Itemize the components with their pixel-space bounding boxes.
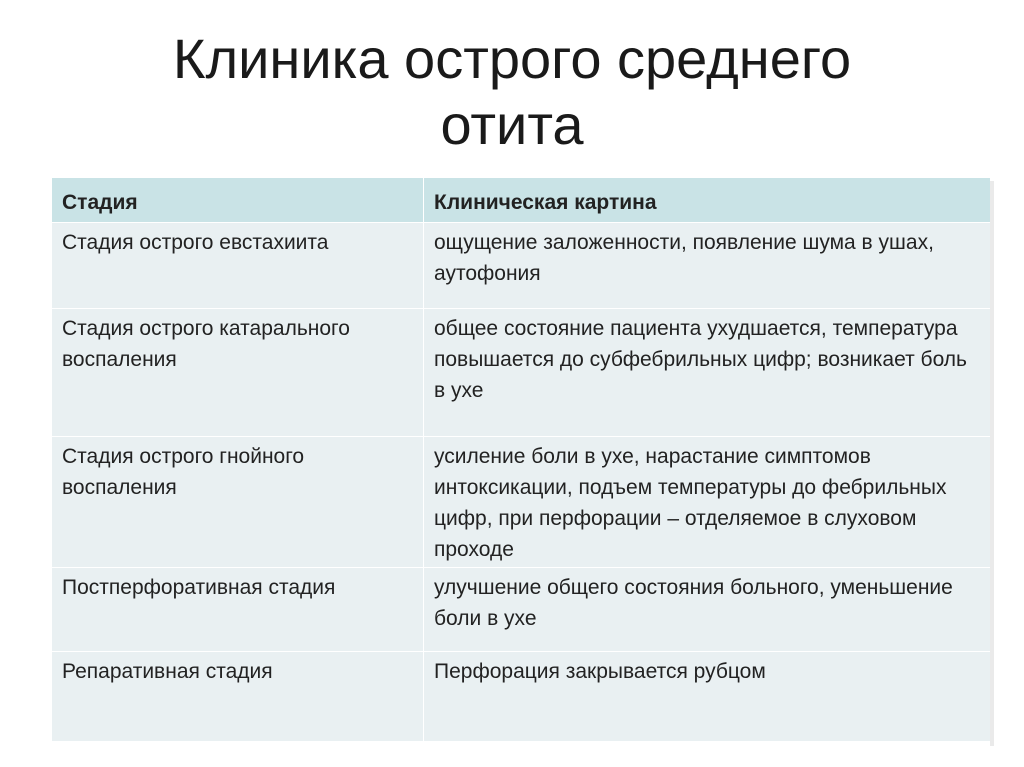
slide-title-line-1: Клиника острого среднего — [172, 27, 852, 90]
table-shadow — [990, 181, 994, 746]
header-clinical-picture: Клиническая картина — [424, 178, 991, 223]
table-row — [52, 309, 991, 437]
table-row — [52, 568, 991, 652]
header-stage: Стадия — [52, 178, 424, 223]
slide-title-line-2: отита — [440, 93, 584, 156]
stage-cell: Стадия острого евстахиита — [52, 223, 424, 309]
clinic-cell: Перфорация закрывается рубцом — [424, 652, 991, 742]
table-header-row — [52, 178, 991, 223]
table-row — [52, 437, 991, 568]
clinic-cell: улучшение общего состояния больного, уменьшение боли в ухе — [424, 568, 991, 652]
table-row — [52, 652, 991, 742]
stage-cell: Постперфоративная стадия — [52, 568, 424, 652]
clinic-cell: усиление боли в ухе, нарастание симптомов интоксикации, подъем температуры до фебрильных цифр, при перфорации – отделяемое в слуховом проходе — [424, 437, 991, 568]
stage-cell: Стадия острого катарального воспаления — [52, 309, 424, 437]
clinic-cell: общее состояние пациента ухудшается, температура повышается до субфебрильных цифр; возникает боль в ухе — [424, 309, 991, 437]
stage-cell: Репаративная стадия — [52, 652, 424, 742]
table-row — [52, 223, 991, 309]
clinic-cell: ощущение заложенности, появление шума в ушах, аутофония — [424, 223, 991, 309]
otitis-stages-table — [51, 177, 991, 742]
stage-cell: Стадия острого гнойного воспаления — [52, 437, 424, 568]
slide-title — [0, 26, 1024, 158]
